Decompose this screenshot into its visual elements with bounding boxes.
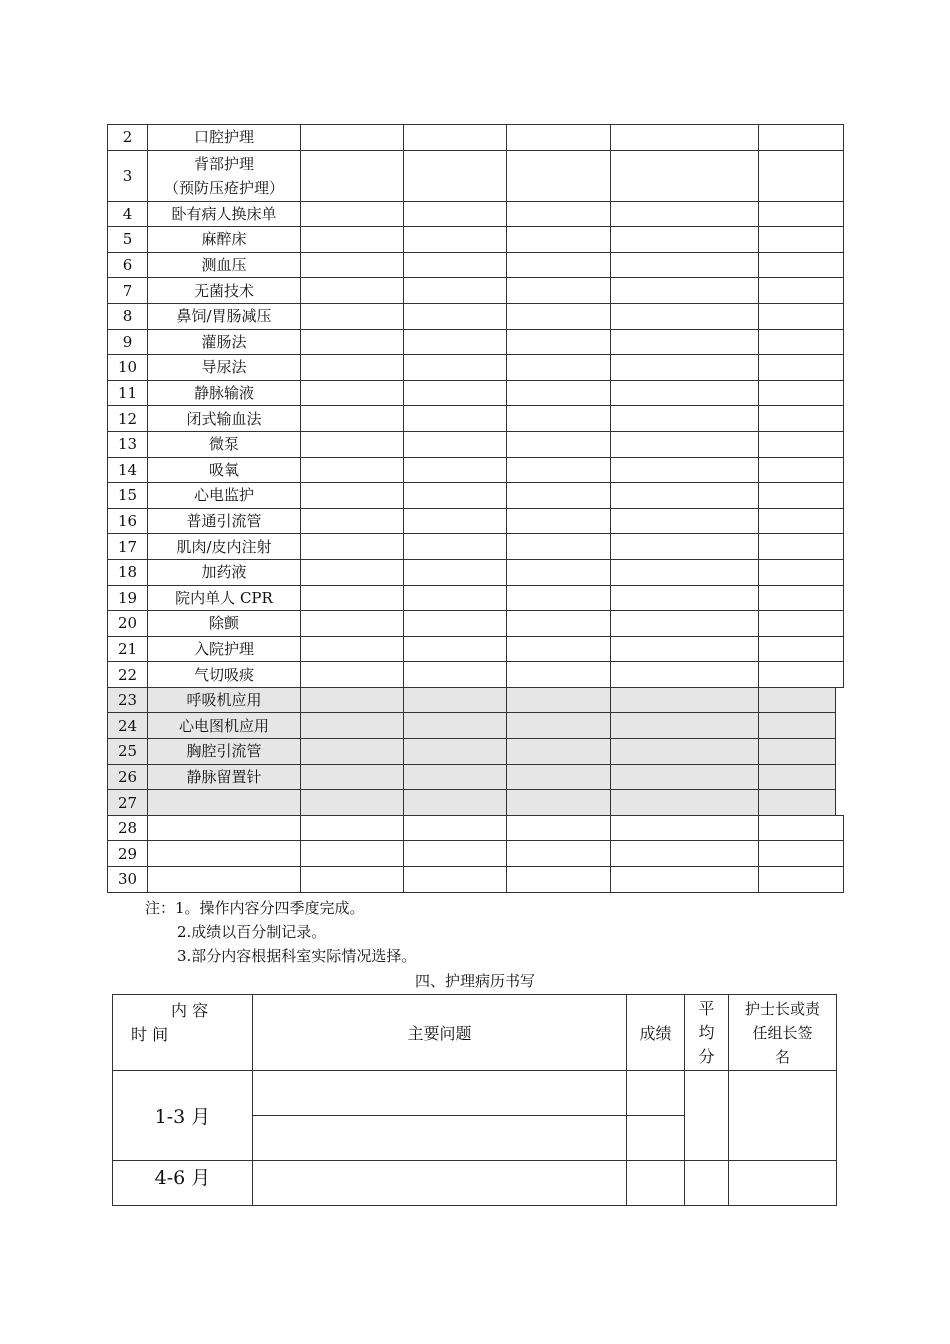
entry-cell[interactable] — [404, 867, 507, 893]
row-number: 20 — [108, 611, 148, 637]
entry-cell[interactable] — [301, 431, 404, 457]
row-number: 11 — [108, 380, 148, 406]
entry-cell[interactable] — [611, 790, 759, 816]
row-number: 8 — [108, 303, 148, 329]
entry-cell[interactable] — [507, 483, 611, 509]
table-margin — [836, 687, 844, 713]
entry-cell[interactable] — [611, 585, 759, 611]
entry-cell[interactable] — [301, 636, 404, 662]
table-row — [108, 585, 844, 611]
entry-cell[interactable] — [611, 559, 759, 585]
entry-cell[interactable] — [404, 534, 507, 560]
operation-item: 静脉输液 — [148, 380, 301, 406]
entry-cell[interactable] — [507, 355, 611, 381]
table-row — [108, 534, 844, 560]
entry-cell[interactable] — [759, 431, 844, 457]
entry-cell[interactable] — [507, 252, 611, 278]
entry-cell[interactable] — [507, 201, 611, 227]
entry-cell[interactable] — [301, 841, 404, 867]
entry-cell[interactable] — [759, 201, 844, 227]
entry-cell[interactable] — [759, 764, 836, 790]
operation-item: 入院护理 — [148, 636, 301, 662]
entry-cell[interactable] — [507, 636, 611, 662]
table-row — [108, 508, 844, 534]
entry-cell[interactable] — [759, 125, 844, 151]
score-cell[interactable] — [627, 1071, 685, 1116]
entry-cell[interactable] — [404, 764, 507, 790]
entry-cell[interactable] — [759, 815, 844, 841]
entry-cell[interactable] — [611, 380, 759, 406]
header-problem: 主要问题 — [253, 995, 627, 1071]
entry-cell[interactable] — [301, 687, 404, 713]
table-row — [108, 329, 844, 355]
row-number: 3 — [108, 150, 148, 201]
operation-item: 除颤 — [148, 611, 301, 637]
row-number: 7 — [108, 278, 148, 304]
table-row — [108, 764, 844, 790]
header-average — [685, 995, 729, 1071]
average-cell[interactable] — [685, 1071, 729, 1161]
entry-cell[interactable] — [611, 483, 759, 509]
operation-item: 肌肉/皮内注射 — [148, 534, 301, 560]
table-row — [108, 303, 844, 329]
entry-cell[interactable] — [301, 483, 404, 509]
operation-item: 院内单人 CPR — [148, 585, 301, 611]
entry-cell[interactable] — [507, 559, 611, 585]
entry-cell[interactable] — [404, 662, 507, 688]
entry-cell[interactable] — [759, 585, 844, 611]
entry-cell[interactable] — [611, 508, 759, 534]
average-cell[interactable] — [685, 1161, 729, 1206]
entry-cell[interactable] — [301, 201, 404, 227]
table-row — [108, 227, 844, 253]
operation-item: 心电图机应用 — [148, 713, 301, 739]
problem-cell[interactable] — [253, 1071, 627, 1116]
entry-cell[interactable] — [507, 815, 611, 841]
operation-item-line-2: （预防压疮护理） — [163, 178, 284, 197]
score-cell[interactable] — [627, 1116, 685, 1161]
entry-cell[interactable] — [507, 687, 611, 713]
row-number: 4 — [108, 201, 148, 227]
entry-cell[interactable] — [507, 380, 611, 406]
entry-cell[interactable] — [301, 457, 404, 483]
entry-cell[interactable] — [611, 815, 759, 841]
operation-item: 微泵 — [148, 431, 301, 457]
row-number: 27 — [108, 790, 148, 816]
operation-item: 静脉留置针 — [148, 764, 301, 790]
entry-cell[interactable] — [759, 457, 844, 483]
entry-cell[interactable] — [611, 636, 759, 662]
table-row — [108, 790, 844, 816]
table-row — [108, 201, 844, 227]
entry-cell[interactable] — [301, 508, 404, 534]
entry-cell[interactable] — [507, 662, 611, 688]
entry-cell[interactable] — [611, 662, 759, 688]
entry-cell[interactable] — [611, 457, 759, 483]
header-average-char-2: 均 — [698, 1023, 715, 1042]
entry-cell[interactable] — [404, 201, 507, 227]
note-line-3: 3.部分内容根据科室实际情况选择。 — [177, 947, 417, 965]
entry-cell[interactable] — [301, 559, 404, 585]
operation-item: 心电监护 — [148, 483, 301, 509]
problem-cell[interactable] — [253, 1161, 627, 1206]
entry-cell[interactable] — [404, 790, 507, 816]
entry-cell[interactable] — [301, 125, 404, 151]
entry-cell[interactable] — [301, 739, 404, 765]
entry-cell[interactable] — [507, 150, 611, 201]
period-cell-q2: 4-6 月 — [113, 1161, 253, 1206]
table-row — [108, 457, 844, 483]
entry-cell[interactable] — [759, 790, 836, 816]
entry-cell[interactable] — [404, 329, 507, 355]
entry-cell[interactable] — [404, 380, 507, 406]
operation-item: 麻醉床 — [148, 227, 301, 253]
entry-cell[interactable] — [301, 150, 404, 201]
entry-cell[interactable] — [404, 559, 507, 585]
table-row — [108, 125, 844, 151]
entry-cell[interactable] — [611, 329, 759, 355]
row-number: 26 — [108, 764, 148, 790]
entry-cell[interactable] — [611, 278, 759, 304]
entry-cell[interactable] — [759, 150, 844, 201]
operation-item — [148, 867, 301, 893]
entry-cell[interactable] — [507, 739, 611, 765]
entry-cell[interactable] — [301, 764, 404, 790]
table-margin — [836, 764, 844, 790]
entry-cell[interactable] — [404, 355, 507, 381]
entry-cell[interactable] — [507, 303, 611, 329]
entry-cell[interactable] — [301, 867, 404, 893]
entry-cell[interactable] — [759, 303, 844, 329]
entry-cell[interactable] — [611, 252, 759, 278]
entry-cell[interactable] — [301, 790, 404, 816]
nursing-record-table — [112, 994, 837, 1206]
problem-cell[interactable] — [253, 1116, 627, 1161]
entry-cell[interactable] — [759, 355, 844, 381]
table-row — [108, 867, 844, 893]
row-number: 24 — [108, 713, 148, 739]
row-number: 15 — [108, 483, 148, 509]
entry-cell[interactable] — [301, 713, 404, 739]
entry-cell[interactable] — [404, 431, 507, 457]
entry-cell[interactable] — [301, 227, 404, 253]
operation-item-line-1: 背部护理 — [193, 154, 254, 173]
entry-cell[interactable] — [759, 508, 844, 534]
operation-item — [148, 841, 301, 867]
entry-cell[interactable] — [404, 483, 507, 509]
entry-cell[interactable] — [611, 764, 759, 790]
entry-cell[interactable] — [404, 815, 507, 841]
entry-cell[interactable] — [611, 355, 759, 381]
entry-cell[interactable] — [301, 355, 404, 381]
operation-item: 测血压 — [148, 252, 301, 278]
entry-cell[interactable] — [759, 252, 844, 278]
row-number: 14 — [108, 457, 148, 483]
entry-cell[interactable] — [611, 431, 759, 457]
entry-cell[interactable] — [759, 559, 844, 585]
entry-cell[interactable] — [759, 227, 844, 253]
entry-cell[interactable] — [404, 687, 507, 713]
entry-cell[interactable] — [507, 125, 611, 151]
table-row — [108, 713, 844, 739]
entry-cell[interactable] — [404, 406, 507, 432]
entry-cell[interactable] — [507, 534, 611, 560]
row-number: 29 — [108, 841, 148, 867]
note-line-1: 注：1。操作内容分四季度完成。 — [145, 899, 365, 917]
signature-cell[interactable] — [729, 1071, 837, 1161]
header-average-char-1: 平 — [698, 999, 715, 1018]
entry-cell[interactable] — [404, 739, 507, 765]
entry-cell[interactable] — [301, 303, 404, 329]
row-number: 25 — [108, 739, 148, 765]
operation-item: 导尿法 — [148, 355, 301, 381]
row-number: 2 — [108, 125, 148, 151]
operation-item: 胸腔引流管 — [148, 739, 301, 765]
row-number: 18 — [108, 559, 148, 585]
row-number: 16 — [108, 508, 148, 534]
entry-cell[interactable] — [507, 329, 611, 355]
entry-cell[interactable] — [507, 790, 611, 816]
entry-cell[interactable] — [611, 201, 759, 227]
entry-cell[interactable] — [507, 841, 611, 867]
entry-cell[interactable] — [301, 329, 404, 355]
header-content-time — [113, 995, 253, 1071]
entry-cell[interactable] — [759, 483, 844, 509]
entry-cell[interactable] — [507, 611, 611, 637]
entry-cell[interactable] — [611, 611, 759, 637]
table-row — [108, 559, 844, 585]
entry-cell[interactable] — [404, 713, 507, 739]
entry-cell[interactable] — [301, 662, 404, 688]
entry-cell[interactable] — [611, 534, 759, 560]
entry-cell[interactable] — [507, 406, 611, 432]
entry-cell[interactable] — [759, 841, 844, 867]
entry-cell[interactable] — [759, 662, 844, 688]
operation-item: 气切吸痰 — [148, 662, 301, 688]
entry-cell[interactable] — [759, 329, 844, 355]
entry-cell[interactable] — [404, 252, 507, 278]
operation-item — [148, 815, 301, 841]
entry-cell[interactable] — [759, 867, 844, 893]
entry-cell[interactable] — [611, 303, 759, 329]
header-signature-line-3: 名 — [774, 1048, 790, 1066]
entry-cell[interactable] — [611, 713, 759, 739]
operation-item: 闭式输血法 — [148, 406, 301, 432]
table-row — [108, 483, 844, 509]
table-margin — [836, 790, 844, 816]
entry-cell[interactable] — [611, 150, 759, 201]
operation-item: 口腔护理 — [148, 125, 301, 151]
table-row — [108, 739, 844, 765]
row-number: 23 — [108, 687, 148, 713]
entry-cell[interactable] — [507, 585, 611, 611]
entry-cell[interactable] — [759, 380, 844, 406]
header-signature-line-2: 任组长签 — [752, 1024, 813, 1042]
operation-item: 加药液 — [148, 559, 301, 585]
entry-cell[interactable] — [507, 867, 611, 893]
operation-item: 卧有病人换床单 — [148, 201, 301, 227]
table-row — [108, 278, 844, 304]
entry-cell[interactable] — [404, 125, 507, 151]
entry-cell[interactable] — [404, 611, 507, 637]
entry-cell[interactable] — [611, 841, 759, 867]
row-number: 13 — [108, 431, 148, 457]
entry-cell[interactable] — [301, 611, 404, 637]
entry-cell[interactable] — [759, 534, 844, 560]
entry-cell[interactable] — [759, 713, 836, 739]
entry-cell[interactable] — [404, 150, 507, 201]
entry-cell[interactable] — [404, 508, 507, 534]
table-row — [108, 150, 844, 201]
header-score: 成绩 — [627, 995, 685, 1071]
table-row — [108, 380, 844, 406]
table-row — [108, 687, 844, 713]
row-number: 12 — [108, 406, 148, 432]
header-content-label: 内 容 — [171, 1001, 209, 1020]
entry-cell[interactable] — [404, 841, 507, 867]
row-number: 6 — [108, 252, 148, 278]
entry-cell[interactable] — [301, 815, 404, 841]
entry-cell[interactable] — [404, 303, 507, 329]
table-row — [108, 815, 844, 841]
header-average-char-3: 分 — [698, 1047, 715, 1066]
entry-cell[interactable] — [759, 687, 836, 713]
row-number: 5 — [108, 227, 148, 253]
table-margin — [836, 739, 844, 765]
operation-item: 灌肠法 — [148, 329, 301, 355]
entry-cell[interactable] — [759, 406, 844, 432]
entry-cell[interactable] — [759, 636, 844, 662]
entry-cell[interactable] — [507, 457, 611, 483]
table-row — [108, 406, 844, 432]
entry-cell[interactable] — [301, 585, 404, 611]
header-time-label: 时 间 — [131, 1025, 169, 1044]
entry-cell[interactable] — [611, 687, 759, 713]
entry-cell[interactable] — [759, 278, 844, 304]
entry-cell[interactable] — [404, 457, 507, 483]
entry-cell[interactable] — [611, 406, 759, 432]
entry-cell[interactable] — [507, 278, 611, 304]
entry-cell[interactable] — [759, 739, 836, 765]
signature-cell[interactable] — [729, 1161, 837, 1206]
header-signature — [729, 995, 837, 1071]
operation-item: 呼吸机应用 — [148, 687, 301, 713]
table-row — [108, 355, 844, 381]
row-number: 9 — [108, 329, 148, 355]
row-number: 19 — [108, 585, 148, 611]
entry-cell[interactable] — [404, 227, 507, 253]
operation-item — [148, 150, 301, 201]
score-cell[interactable] — [627, 1161, 685, 1206]
entry-cell[interactable] — [507, 508, 611, 534]
row-number: 17 — [108, 534, 148, 560]
table-margin — [836, 713, 844, 739]
table-row — [108, 611, 844, 637]
entry-cell[interactable] — [301, 380, 404, 406]
entry-cell[interactable] — [759, 611, 844, 637]
entry-cell[interactable] — [404, 278, 507, 304]
entry-cell[interactable] — [507, 713, 611, 739]
period-cell-q1: 1-3 月 — [113, 1071, 253, 1161]
operations-table — [107, 124, 844, 893]
table-row — [108, 252, 844, 278]
table-row — [108, 431, 844, 457]
row-number: 10 — [108, 355, 148, 381]
operation-item: 鼻饲/胃肠减压 — [148, 303, 301, 329]
entry-cell[interactable] — [301, 534, 404, 560]
entry-cell[interactable] — [611, 739, 759, 765]
section-title: 四、护理病历书写 — [414, 972, 535, 990]
entry-cell[interactable] — [404, 636, 507, 662]
entry-cell[interactable] — [301, 252, 404, 278]
operation-item: 吸氧 — [148, 457, 301, 483]
entry-cell[interactable] — [611, 867, 759, 893]
table-row — [108, 662, 844, 688]
header-signature-line-1: 护士长或责 — [744, 1000, 820, 1018]
table-row — [108, 841, 844, 867]
entry-cell[interactable] — [404, 585, 507, 611]
entry-cell[interactable] — [507, 227, 611, 253]
table-row — [108, 636, 844, 662]
operation-item — [148, 790, 301, 816]
entry-cell[interactable] — [611, 125, 759, 151]
row-number: 30 — [108, 867, 148, 893]
operation-item: 无菌技术 — [148, 278, 301, 304]
row-number: 21 — [108, 636, 148, 662]
row-number: 22 — [108, 662, 148, 688]
entry-cell[interactable] — [301, 406, 404, 432]
note-line-2: 2.成绩以百分制记录。 — [177, 923, 327, 941]
entry-cell[interactable] — [507, 764, 611, 790]
operation-item: 普通引流管 — [148, 508, 301, 534]
entry-cell[interactable] — [301, 278, 404, 304]
entry-cell[interactable] — [507, 431, 611, 457]
entry-cell[interactable] — [611, 227, 759, 253]
row-number: 28 — [108, 815, 148, 841]
